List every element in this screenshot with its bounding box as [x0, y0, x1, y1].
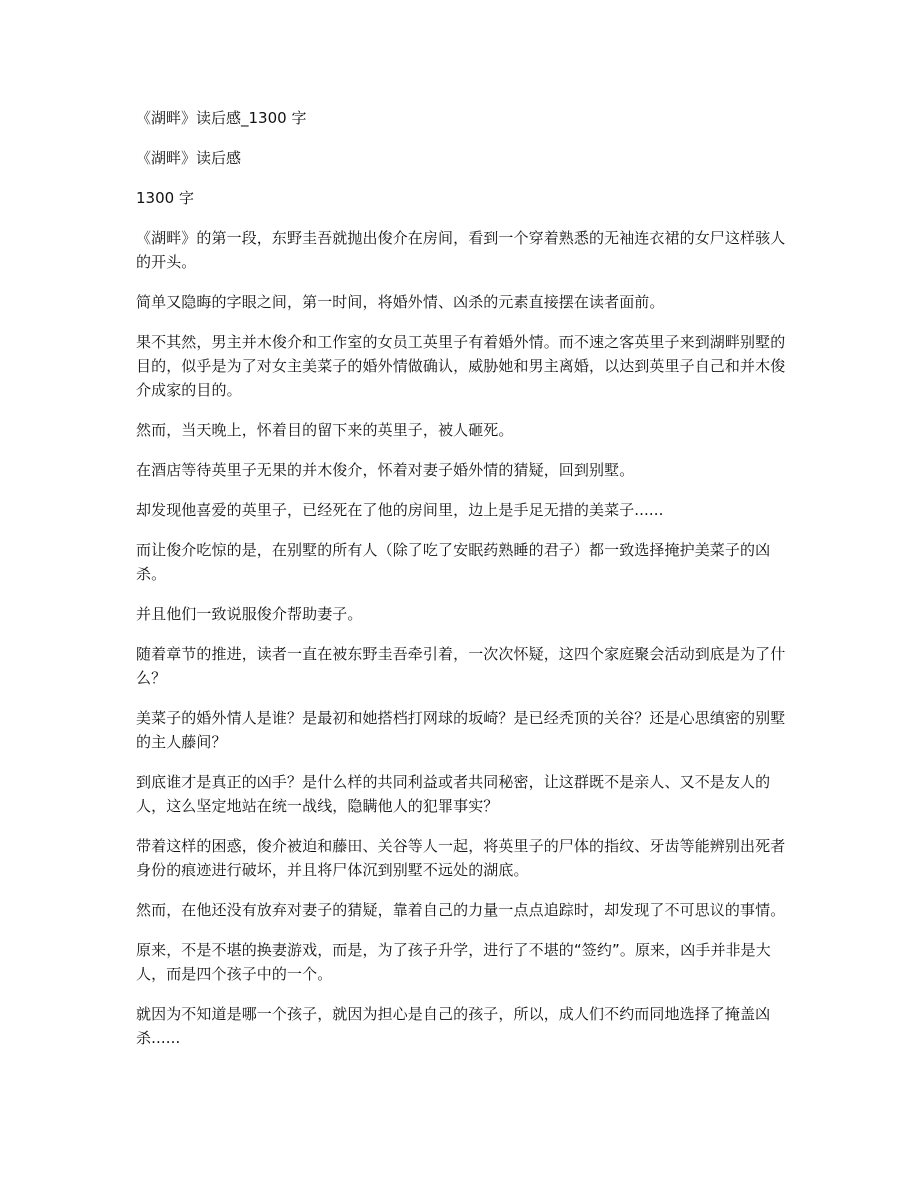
paragraph: 《湖畔》的第一段，东野圭吾就抛出俊介在房间，看到一个穿着熟悉的无袖连衣裙的女尸这样骇人的开头。 — [136, 229, 786, 271]
paragraph: 而让俊介吃惊的是，在别墅的所有人（除了吃了安眠药熟睡的君子）都一致选择掩护美菜子的凶杀。 — [136, 541, 771, 583]
document-page — [136, 106, 786, 1066]
paragraph: 原来，不是不堪的换妻游戏，而是，为了孩子升学，进行了不堪的“签约”。原来，凶手并非是大人，而是四个孩子中的一个。 — [136, 941, 771, 983]
paragraph: 果不其然，男主并木俊介和工作室的女员工英里子有着婚外情。而不速之客英里子来到湖畔别墅的目的，似乎是为了对女主美菜子的婚外情做确认，威胁她和男主离婚，以达到英里子自己和并木俊介成家的目的。 — [136, 333, 786, 399]
paragraph: 在酒店等待英里子无果的并木俊介，怀着对妻子婚外情的猜疑，回到别墅。 — [136, 461, 635, 479]
paragraph: 并且他们一致说服俊介帮助妻子。 — [136, 605, 363, 623]
paragraph: 就因为不知道是哪一个孩子，就因为担心是自己的孩子，所以，成人们不约而同地选择了掩盖凶杀...... — [136, 1005, 771, 1047]
paragraph: 却发现他喜爱的英里子，已经死在了他的房间里，边上是手足无措的美菜子...... — [136, 501, 664, 519]
word-count: 1300 字 — [136, 189, 194, 207]
paragraph: 简单又隐晦的字眼之间，第一时间，将婚外情、凶杀的元素直接摆在读者面前。 — [136, 293, 665, 311]
paragraph: 带着这样的困惑，俊介被迫和藤田、关谷等人一起，将英里子的尸体的指纹、牙齿等能辨别出死者身份的痕迹进行破坏，并且将尸体沉到别墅不远处的湖底。 — [136, 837, 786, 879]
paragraph: 然而，在他还没有放弃对妻子的猜疑，靠着自己的力量一点点追踪时，却发现了不可思议的事情。 — [136, 901, 786, 919]
paragraph: 到底谁才是真正的凶手？是什么样的共同利益或者共同秘密，让这群既不是亲人、又不是友人的人，这么坚定地站在统一战线，隐瞒他人的犯罪事实？ — [136, 773, 771, 815]
paragraph: 随着章节的推进，读者一直在被东野圭吾牵引着，一次次怀疑，这四个家庭聚会活动到底是为了什么？ — [136, 645, 786, 687]
document-title: 《湖畔》读后感_1300 字 — [136, 109, 307, 127]
paragraph: 然而，当天晚上，怀着目的留下来的英里子，被人砸死。 — [136, 421, 514, 439]
document-subtitle: 《湖畔》读后感 — [136, 149, 242, 167]
paragraph: 美菜子的婚外情人是谁？是最初和她搭档打网球的坂崎？是已经秃顶的关谷？还是心思缜密的别墅的主人藤间？ — [136, 709, 786, 751]
